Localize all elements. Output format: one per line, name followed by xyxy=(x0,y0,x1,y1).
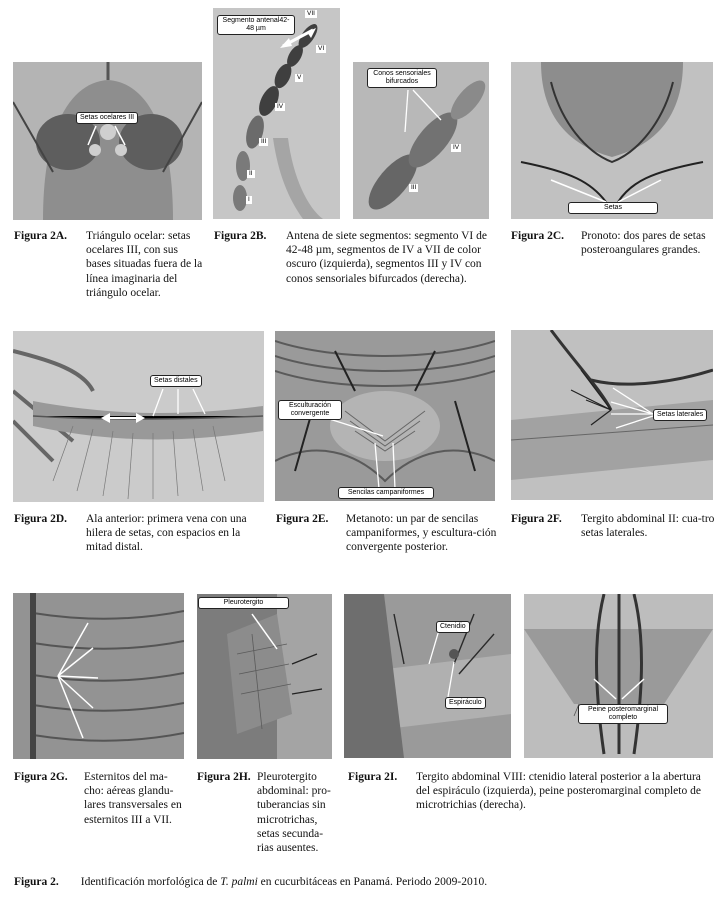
label-ctenidio: Ctenidio xyxy=(436,621,470,633)
segment-ii: II xyxy=(249,170,253,177)
label-setas-pronoto: Setas xyxy=(568,202,658,214)
photo-2f xyxy=(511,330,713,500)
photo-2i-right xyxy=(524,594,713,758)
label-setas-distales: Setas distales xyxy=(150,375,202,387)
segment-right-iii: III xyxy=(411,184,417,191)
segment-i: I xyxy=(248,196,250,203)
segment-v: V xyxy=(297,74,302,81)
label-espiraculo: Espiráculo xyxy=(445,697,486,709)
label-setas-laterales: Setas laterales xyxy=(653,409,707,421)
segment-iv: IV xyxy=(277,103,284,110)
figure-caption-footer: Figura 2. Identificación morfológica de T. palmi en cucurbitáceas en Panamá. Periodo 2009-2010. xyxy=(14,876,488,888)
label-peine-posteromarginal: Peine posteromarginal completo xyxy=(578,704,668,724)
label-sencilas: Sencilas campaniformes xyxy=(338,487,434,499)
photo-2c xyxy=(511,62,713,219)
photo-2e xyxy=(275,331,495,501)
photo-2h xyxy=(197,594,332,759)
photo-2g xyxy=(13,593,184,759)
segment-vi: VI xyxy=(318,45,325,52)
segment-iii: III xyxy=(261,138,267,145)
photo-2b-right xyxy=(353,62,489,219)
label-esculturacion: Esculturación convergente xyxy=(278,400,342,420)
photo-2i-left xyxy=(344,594,511,758)
label-segmento-antenal: Segmento antenal42-48 µm xyxy=(217,15,295,35)
photo-2a xyxy=(13,62,202,220)
photo-2b-left xyxy=(213,8,340,219)
label-setas-ocelares: Setas ocelares III xyxy=(76,112,138,124)
segment-right-iv: IV xyxy=(453,144,460,151)
photo-2d xyxy=(13,331,264,502)
label-conos-sensoriales: Conos sensoriales bifurcados xyxy=(367,68,437,88)
label-pleurotergito: Pleurotergito xyxy=(198,597,289,609)
segment-vii: VII xyxy=(307,10,315,17)
